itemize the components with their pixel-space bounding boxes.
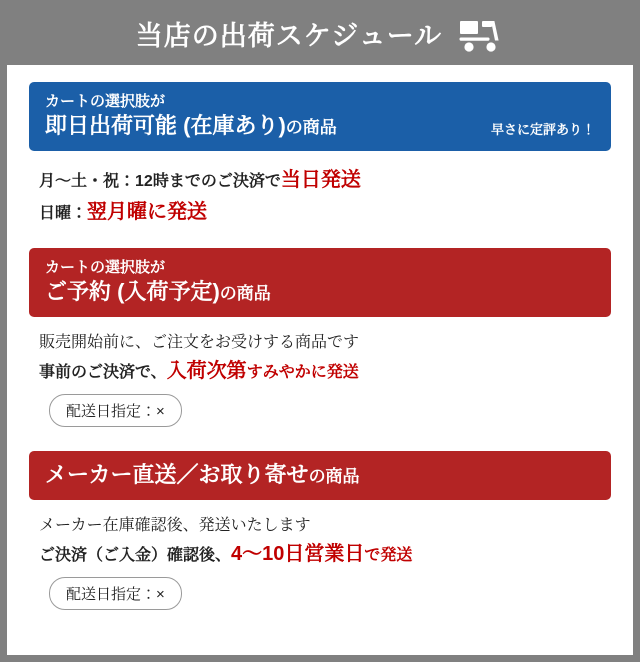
banner-main-suffix: の商品 xyxy=(285,118,337,138)
section-maker-direct xyxy=(29,451,611,612)
banner-main-text: 即日出荷可能 (在庫あり) xyxy=(45,113,286,139)
page-title: 当店の出荷スケジュール xyxy=(135,20,443,51)
banner-main-label xyxy=(45,461,360,490)
banner-note: 早さに定評あり！ xyxy=(490,121,595,137)
banner-small-label: カートの選択肢が xyxy=(45,258,166,276)
schedule-content xyxy=(7,65,633,612)
banner-main-text: ご予約 (入荷予定) xyxy=(45,279,220,305)
banner-main-label xyxy=(45,112,483,141)
delivery-date-note: 配送日指定：× xyxy=(49,577,182,610)
detail-highlight: 入荷次第 xyxy=(166,360,247,383)
detail-label: ご決済（ご入金）確認後、 xyxy=(39,547,232,565)
hand-truck-icon xyxy=(458,19,504,53)
detail-line xyxy=(39,538,601,570)
detail-line xyxy=(39,330,601,356)
section-details-maker-direct xyxy=(29,500,611,613)
banner-main-label xyxy=(45,278,595,307)
section-details-reservation xyxy=(29,317,611,430)
detail-highlight-small: すみやかに発送 xyxy=(246,364,359,382)
detail-line xyxy=(39,164,601,196)
detail-label: 日曜： xyxy=(39,204,88,222)
banner-texts xyxy=(45,92,483,141)
detail-text: 12時までのご決済で xyxy=(135,172,281,190)
detail-highlight: 4〜10日営業日 xyxy=(231,543,365,566)
detail-line xyxy=(39,355,601,387)
detail-line xyxy=(39,196,601,228)
section-banner-immediate xyxy=(29,82,611,151)
banner-small-label: カートの選択肢が xyxy=(45,93,166,110)
detail-highlight: 当日発送 xyxy=(280,168,361,191)
section-banner-reservation xyxy=(29,248,611,317)
detail-text: 販売開始前に、ご注文をお受けする商品です xyxy=(39,333,360,351)
detail-label: 事前のご決済で、 xyxy=(39,364,167,382)
section-reservation xyxy=(29,248,611,429)
detail-line xyxy=(39,513,601,539)
banner-main-text: メーカー直送／お取り寄せ xyxy=(45,462,309,488)
section-details-immediate xyxy=(29,151,611,230)
banner-texts xyxy=(45,258,595,307)
delivery-date-note: 配送日指定：× xyxy=(49,394,182,427)
detail-text: メーカー在庫確認後、発送いたします xyxy=(39,516,311,534)
banner-main-suffix: の商品 xyxy=(308,467,360,487)
detail-label: 月〜土・祝： xyxy=(39,172,136,190)
section-immediate xyxy=(29,82,611,230)
detail-highlight: 翌月曜に発送 xyxy=(87,200,208,223)
page-header xyxy=(7,7,633,65)
banner-main-suffix: の商品 xyxy=(219,284,271,304)
detail-highlight-small: で発送 xyxy=(364,547,413,565)
section-banner-maker-direct xyxy=(29,451,611,500)
